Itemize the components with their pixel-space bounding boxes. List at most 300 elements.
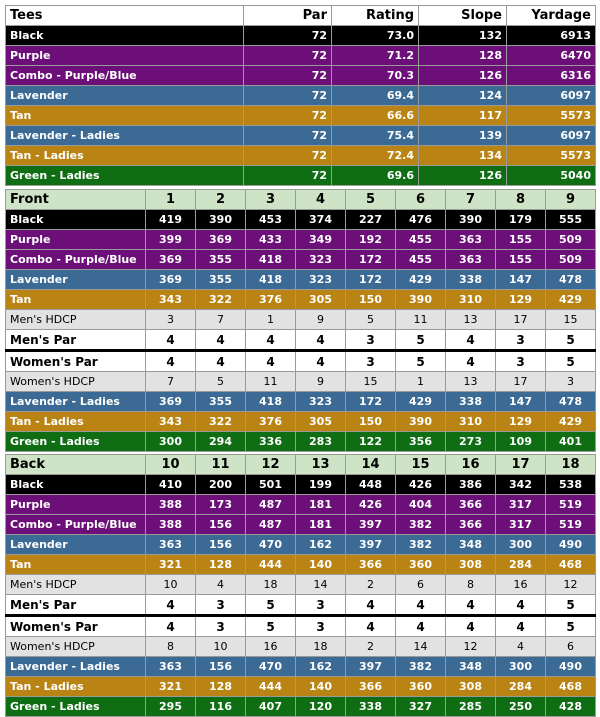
table-cell: 300 — [496, 657, 546, 677]
table-cell: 419 — [146, 210, 196, 230]
table-cell: 519 — [546, 495, 596, 515]
table-cell: 6 — [396, 575, 446, 595]
table-cell: 327 — [396, 697, 446, 717]
table-cell: 122 — [346, 432, 396, 452]
table-cell: 72 — [244, 106, 332, 126]
table-cell: 140 — [296, 677, 346, 697]
front-header-cell: Front — [6, 190, 146, 210]
table-row — [6, 432, 596, 452]
table-cell: 10 — [146, 575, 196, 595]
table-row — [6, 270, 596, 290]
row-label: Lavender — [6, 86, 244, 106]
table-cell: 181 — [296, 515, 346, 535]
table-cell: 4 — [496, 616, 546, 637]
table-cell: 338 — [446, 270, 496, 290]
table-cell: 4 — [446, 595, 496, 616]
table-cell: 3 — [296, 616, 346, 637]
tees-header-cell: Slope — [419, 6, 507, 26]
table-cell: 16 — [246, 637, 296, 657]
table-cell: 321 — [146, 677, 196, 697]
table-cell: 162 — [296, 657, 346, 677]
table-cell: 444 — [246, 555, 296, 575]
table-cell: 7 — [196, 310, 246, 330]
table-row — [6, 535, 596, 555]
table-cell: 294 — [196, 432, 246, 452]
row-label: Purple — [6, 495, 146, 515]
row-label: Lavender — [6, 270, 146, 290]
table-cell: 126 — [419, 66, 507, 86]
table-cell: 4 — [446, 616, 496, 637]
table-cell: 388 — [146, 495, 196, 515]
tees-header-row — [6, 6, 596, 26]
row-label: Tan — [6, 290, 146, 310]
table-cell: 172 — [346, 270, 396, 290]
table-cell: 6913 — [507, 26, 596, 46]
table-cell: 4 — [146, 330, 196, 351]
front-header-cell: 3 — [246, 190, 296, 210]
table-cell: 150 — [346, 412, 396, 432]
table-cell: 390 — [196, 210, 246, 230]
table-cell: 4 — [146, 595, 196, 616]
table-cell: 376 — [246, 412, 296, 432]
table-cell: 468 — [546, 555, 596, 575]
table-cell: 128 — [196, 555, 246, 575]
table-cell: 4 — [246, 330, 296, 351]
tees-header-cell: Par — [244, 6, 332, 26]
table-cell: 519 — [546, 515, 596, 535]
table-cell: 5 — [396, 330, 446, 351]
row-label: Black — [6, 26, 244, 46]
table-cell: 4 — [496, 637, 546, 657]
table-row — [6, 330, 596, 351]
table-cell: 310 — [446, 290, 496, 310]
table-cell: 5573 — [507, 106, 596, 126]
table-cell: 338 — [346, 697, 396, 717]
table-cell: 139 — [419, 126, 507, 146]
row-label: Combo - Purple/Blue — [6, 250, 146, 270]
table-cell: 10 — [196, 637, 246, 657]
table-row — [6, 66, 596, 86]
table-cell: 150 — [346, 290, 396, 310]
table-cell: 109 — [496, 432, 546, 452]
table-cell: 3 — [196, 595, 246, 616]
table-cell: 476 — [396, 210, 446, 230]
table-cell: 390 — [396, 290, 446, 310]
row-label: Combo - Purple/Blue — [6, 515, 146, 535]
table-cell: 4 — [496, 595, 546, 616]
back-header-cell: 11 — [196, 455, 246, 475]
table-cell: 308 — [446, 677, 496, 697]
table-cell: 5 — [546, 616, 596, 637]
table-cell: 376 — [246, 290, 296, 310]
table-cell: 300 — [496, 535, 546, 555]
table-cell: 18 — [246, 575, 296, 595]
table-cell: 418 — [246, 250, 296, 270]
table-cell: 250 — [496, 697, 546, 717]
table-cell: 397 — [346, 515, 396, 535]
row-label: Men's HDCP — [6, 310, 146, 330]
table-cell: 426 — [396, 475, 446, 495]
table-cell: 360 — [396, 555, 446, 575]
table-cell: 308 — [446, 555, 496, 575]
table-row — [6, 637, 596, 657]
table-cell: 273 — [446, 432, 496, 452]
table-cell: 15 — [346, 372, 396, 392]
table-cell: 72.4 — [332, 146, 419, 166]
table-row — [6, 392, 596, 412]
table-cell: 349 — [296, 230, 346, 250]
row-label: Men's HDCP — [6, 575, 146, 595]
back-header-cell: 14 — [346, 455, 396, 475]
tees-header-cell: Yardage — [507, 6, 596, 26]
table-cell: 366 — [446, 495, 496, 515]
table-cell: 12 — [546, 575, 596, 595]
table-cell: 8 — [146, 637, 196, 657]
table-cell: 366 — [346, 555, 396, 575]
table-cell: 155 — [496, 230, 546, 250]
table-cell: 227 — [346, 210, 396, 230]
table-cell: 179 — [496, 210, 546, 230]
table-cell: 9 — [296, 372, 346, 392]
table-cell: 72 — [244, 166, 332, 186]
table-row — [6, 46, 596, 66]
table-cell: 5573 — [507, 146, 596, 166]
table-cell: 4 — [446, 330, 496, 351]
table-cell: 6097 — [507, 86, 596, 106]
table-cell: 181 — [296, 495, 346, 515]
table-cell: 509 — [546, 230, 596, 250]
row-label: Tan - Ladies — [6, 677, 146, 697]
table-cell: 444 — [246, 677, 296, 697]
table-cell: 2 — [346, 637, 396, 657]
table-cell: 343 — [146, 290, 196, 310]
table-cell: 348 — [446, 535, 496, 555]
table-cell: 399 — [146, 230, 196, 250]
table-cell: 4 — [246, 351, 296, 372]
table-cell: 4 — [196, 351, 246, 372]
table-cell: 429 — [396, 392, 446, 412]
table-cell: 3 — [496, 351, 546, 372]
table-cell: 478 — [546, 270, 596, 290]
table-cell: 363 — [446, 230, 496, 250]
front-header-cell: 4 — [296, 190, 346, 210]
table-cell: 13 — [446, 372, 496, 392]
table-cell: 7 — [146, 372, 196, 392]
table-cell: 382 — [396, 657, 446, 677]
table-cell: 284 — [496, 555, 546, 575]
table-cell: 156 — [196, 657, 246, 677]
table-cell: 156 — [196, 535, 246, 555]
row-label: Women's HDCP — [6, 372, 146, 392]
table-row — [6, 250, 596, 270]
back-header-row — [6, 455, 596, 475]
table-cell: 140 — [296, 555, 346, 575]
table-cell: 468 — [546, 677, 596, 697]
table-cell: 388 — [146, 515, 196, 535]
front-nine-body — [6, 190, 596, 452]
table-cell: 13 — [446, 310, 496, 330]
row-label: Black — [6, 475, 146, 495]
table-cell: 12 — [446, 637, 496, 657]
table-cell: 2 — [346, 575, 396, 595]
table-cell: 322 — [196, 290, 246, 310]
table-cell: 323 — [296, 250, 346, 270]
table-cell: 336 — [246, 432, 296, 452]
table-cell: 374 — [296, 210, 346, 230]
table-row — [6, 495, 596, 515]
table-cell: 3 — [546, 372, 596, 392]
table-cell: 4 — [396, 595, 446, 616]
table-row — [6, 677, 596, 697]
table-cell: 156 — [196, 515, 246, 535]
row-label: Women's Par — [6, 351, 146, 372]
table-cell: 72 — [244, 146, 332, 166]
table-cell: 509 — [546, 250, 596, 270]
table-cell: 72 — [244, 26, 332, 46]
table-cell: 172 — [346, 250, 396, 270]
table-cell: 283 — [296, 432, 346, 452]
table-cell: 69.6 — [332, 166, 419, 186]
table-cell: 470 — [246, 657, 296, 677]
table-cell: 410 — [146, 475, 196, 495]
table-cell: 117 — [419, 106, 507, 126]
table-row — [6, 412, 596, 432]
table-cell: 16 — [496, 575, 546, 595]
table-cell: 3 — [146, 310, 196, 330]
table-cell: 490 — [546, 535, 596, 555]
table-cell: 5 — [346, 310, 396, 330]
table-cell: 173 — [196, 495, 246, 515]
table-cell: 478 — [546, 392, 596, 412]
front-header-cell: 7 — [446, 190, 496, 210]
table-cell: 363 — [446, 250, 496, 270]
table-cell: 200 — [196, 475, 246, 495]
table-row — [6, 146, 596, 166]
tee-ratings-body — [6, 6, 596, 186]
table-cell: 4 — [346, 595, 396, 616]
row-label: Green - Ladies — [6, 166, 244, 186]
back-header-cell: 12 — [246, 455, 296, 475]
table-cell: 199 — [296, 475, 346, 495]
table-cell: 490 — [546, 657, 596, 677]
table-row — [6, 290, 596, 310]
table-cell: 18 — [296, 637, 346, 657]
table-cell: 72 — [244, 66, 332, 86]
table-cell: 363 — [146, 657, 196, 677]
table-cell: 295 — [146, 697, 196, 717]
table-cell: 305 — [296, 290, 346, 310]
table-cell: 455 — [396, 250, 446, 270]
table-cell: 418 — [246, 270, 296, 290]
table-cell: 428 — [546, 697, 596, 717]
table-cell: 369 — [196, 230, 246, 250]
front-header-cell: 8 — [496, 190, 546, 210]
front-header-cell: 1 — [146, 190, 196, 210]
table-cell: 355 — [196, 392, 246, 412]
table-cell: 14 — [296, 575, 346, 595]
table-cell: 4 — [146, 351, 196, 372]
table-cell: 66.6 — [332, 106, 419, 126]
table-cell: 17 — [496, 372, 546, 392]
table-cell: 192 — [346, 230, 396, 250]
table-row — [6, 555, 596, 575]
table-cell: 6 — [546, 637, 596, 657]
table-cell: 355 — [196, 250, 246, 270]
front-header-cell: 5 — [346, 190, 396, 210]
table-cell: 5 — [546, 330, 596, 351]
table-cell: 128 — [196, 677, 246, 697]
table-cell: 342 — [496, 475, 546, 495]
table-cell: 386 — [446, 475, 496, 495]
table-cell: 366 — [446, 515, 496, 535]
table-row — [6, 515, 596, 535]
row-label: Men's Par — [6, 330, 146, 351]
table-cell: 15 — [546, 310, 596, 330]
table-cell: 147 — [496, 270, 546, 290]
table-cell: 401 — [546, 432, 596, 452]
table-cell: 132 — [419, 26, 507, 46]
table-cell: 129 — [496, 290, 546, 310]
table-cell: 555 — [546, 210, 596, 230]
row-label: Green - Ladies — [6, 697, 146, 717]
table-row — [6, 475, 596, 495]
table-cell: 1 — [246, 310, 296, 330]
table-cell: 390 — [446, 210, 496, 230]
table-cell: 470 — [246, 535, 296, 555]
table-cell: 310 — [446, 412, 496, 432]
row-label: Lavender - Ladies — [6, 126, 244, 146]
table-cell: 116 — [196, 697, 246, 717]
table-cell: 369 — [146, 250, 196, 270]
table-cell: 366 — [346, 677, 396, 697]
row-label: Tan — [6, 106, 244, 126]
table-row — [6, 230, 596, 250]
table-cell: 11 — [246, 372, 296, 392]
table-cell: 407 — [246, 697, 296, 717]
table-row — [6, 166, 596, 186]
back-header-cell: 13 — [296, 455, 346, 475]
table-cell: 4 — [296, 330, 346, 351]
table-cell: 323 — [296, 270, 346, 290]
table-cell: 305 — [296, 412, 346, 432]
table-cell: 538 — [546, 475, 596, 495]
table-row — [6, 351, 596, 372]
row-label: Green - Ladies — [6, 432, 146, 452]
row-label: Lavender - Ladies — [6, 657, 146, 677]
table-cell: 134 — [419, 146, 507, 166]
table-cell: 3 — [496, 330, 546, 351]
front-header-cell: 6 — [396, 190, 446, 210]
table-cell: 128 — [419, 46, 507, 66]
table-cell: 3 — [296, 595, 346, 616]
table-cell: 343 — [146, 412, 196, 432]
table-cell: 363 — [146, 535, 196, 555]
table-row — [6, 616, 596, 637]
table-cell: 124 — [419, 86, 507, 106]
row-label: Women's HDCP — [6, 637, 146, 657]
back-nine-table — [5, 454, 596, 717]
table-cell: 3 — [196, 616, 246, 637]
table-cell: 3 — [346, 351, 396, 372]
table-cell: 73.0 — [332, 26, 419, 46]
table-row — [6, 26, 596, 46]
table-cell: 70.3 — [332, 66, 419, 86]
table-cell: 129 — [496, 412, 546, 432]
table-cell: 5 — [246, 616, 296, 637]
tees-header-cell: Rating — [332, 6, 419, 26]
table-cell: 17 — [496, 310, 546, 330]
table-cell: 4 — [296, 351, 346, 372]
table-cell: 72 — [244, 86, 332, 106]
table-cell: 404 — [396, 495, 446, 515]
table-cell: 487 — [246, 495, 296, 515]
row-label: Tan - Ladies — [6, 146, 244, 166]
table-cell: 4 — [346, 616, 396, 637]
table-cell: 355 — [196, 270, 246, 290]
table-cell: 453 — [246, 210, 296, 230]
table-cell: 1 — [396, 372, 446, 392]
table-cell: 418 — [246, 392, 296, 412]
table-cell: 5 — [396, 351, 446, 372]
table-row — [6, 657, 596, 677]
table-cell: 3 — [346, 330, 396, 351]
table-cell: 300 — [146, 432, 196, 452]
row-label: Women's Par — [6, 616, 146, 637]
table-cell: 448 — [346, 475, 396, 495]
row-label: Black — [6, 210, 146, 230]
table-cell: 360 — [396, 677, 446, 697]
table-cell: 487 — [246, 515, 296, 535]
table-cell: 321 — [146, 555, 196, 575]
table-row — [6, 126, 596, 146]
table-cell: 5 — [546, 595, 596, 616]
table-cell: 429 — [546, 412, 596, 432]
table-cell: 172 — [346, 392, 396, 412]
table-cell: 501 — [246, 475, 296, 495]
table-cell: 284 — [496, 677, 546, 697]
table-cell: 5040 — [507, 166, 596, 186]
table-row — [6, 595, 596, 616]
row-label: Lavender - Ladies — [6, 392, 146, 412]
front-header-cell: 2 — [196, 190, 246, 210]
table-cell: 455 — [396, 230, 446, 250]
row-label: Purple — [6, 230, 146, 250]
row-label: Tan — [6, 555, 146, 575]
table-cell: 348 — [446, 657, 496, 677]
table-cell: 5 — [546, 351, 596, 372]
table-row — [6, 575, 596, 595]
tee-ratings-table — [5, 5, 596, 186]
back-nine-body — [6, 455, 596, 717]
back-header-cell: 17 — [496, 455, 546, 475]
table-cell: 317 — [496, 495, 546, 515]
table-cell: 426 — [346, 495, 396, 515]
table-cell: 4 — [446, 351, 496, 372]
table-row — [6, 86, 596, 106]
table-cell: 11 — [396, 310, 446, 330]
table-cell: 429 — [546, 290, 596, 310]
table-cell: 322 — [196, 412, 246, 432]
table-cell: 6316 — [507, 66, 596, 86]
table-cell: 4 — [146, 616, 196, 637]
table-cell: 71.2 — [332, 46, 419, 66]
back-header-cell: 16 — [446, 455, 496, 475]
table-cell: 9 — [296, 310, 346, 330]
table-row — [6, 210, 596, 230]
front-header-cell: 9 — [546, 190, 596, 210]
table-cell: 382 — [396, 535, 446, 555]
table-cell: 397 — [346, 657, 396, 677]
